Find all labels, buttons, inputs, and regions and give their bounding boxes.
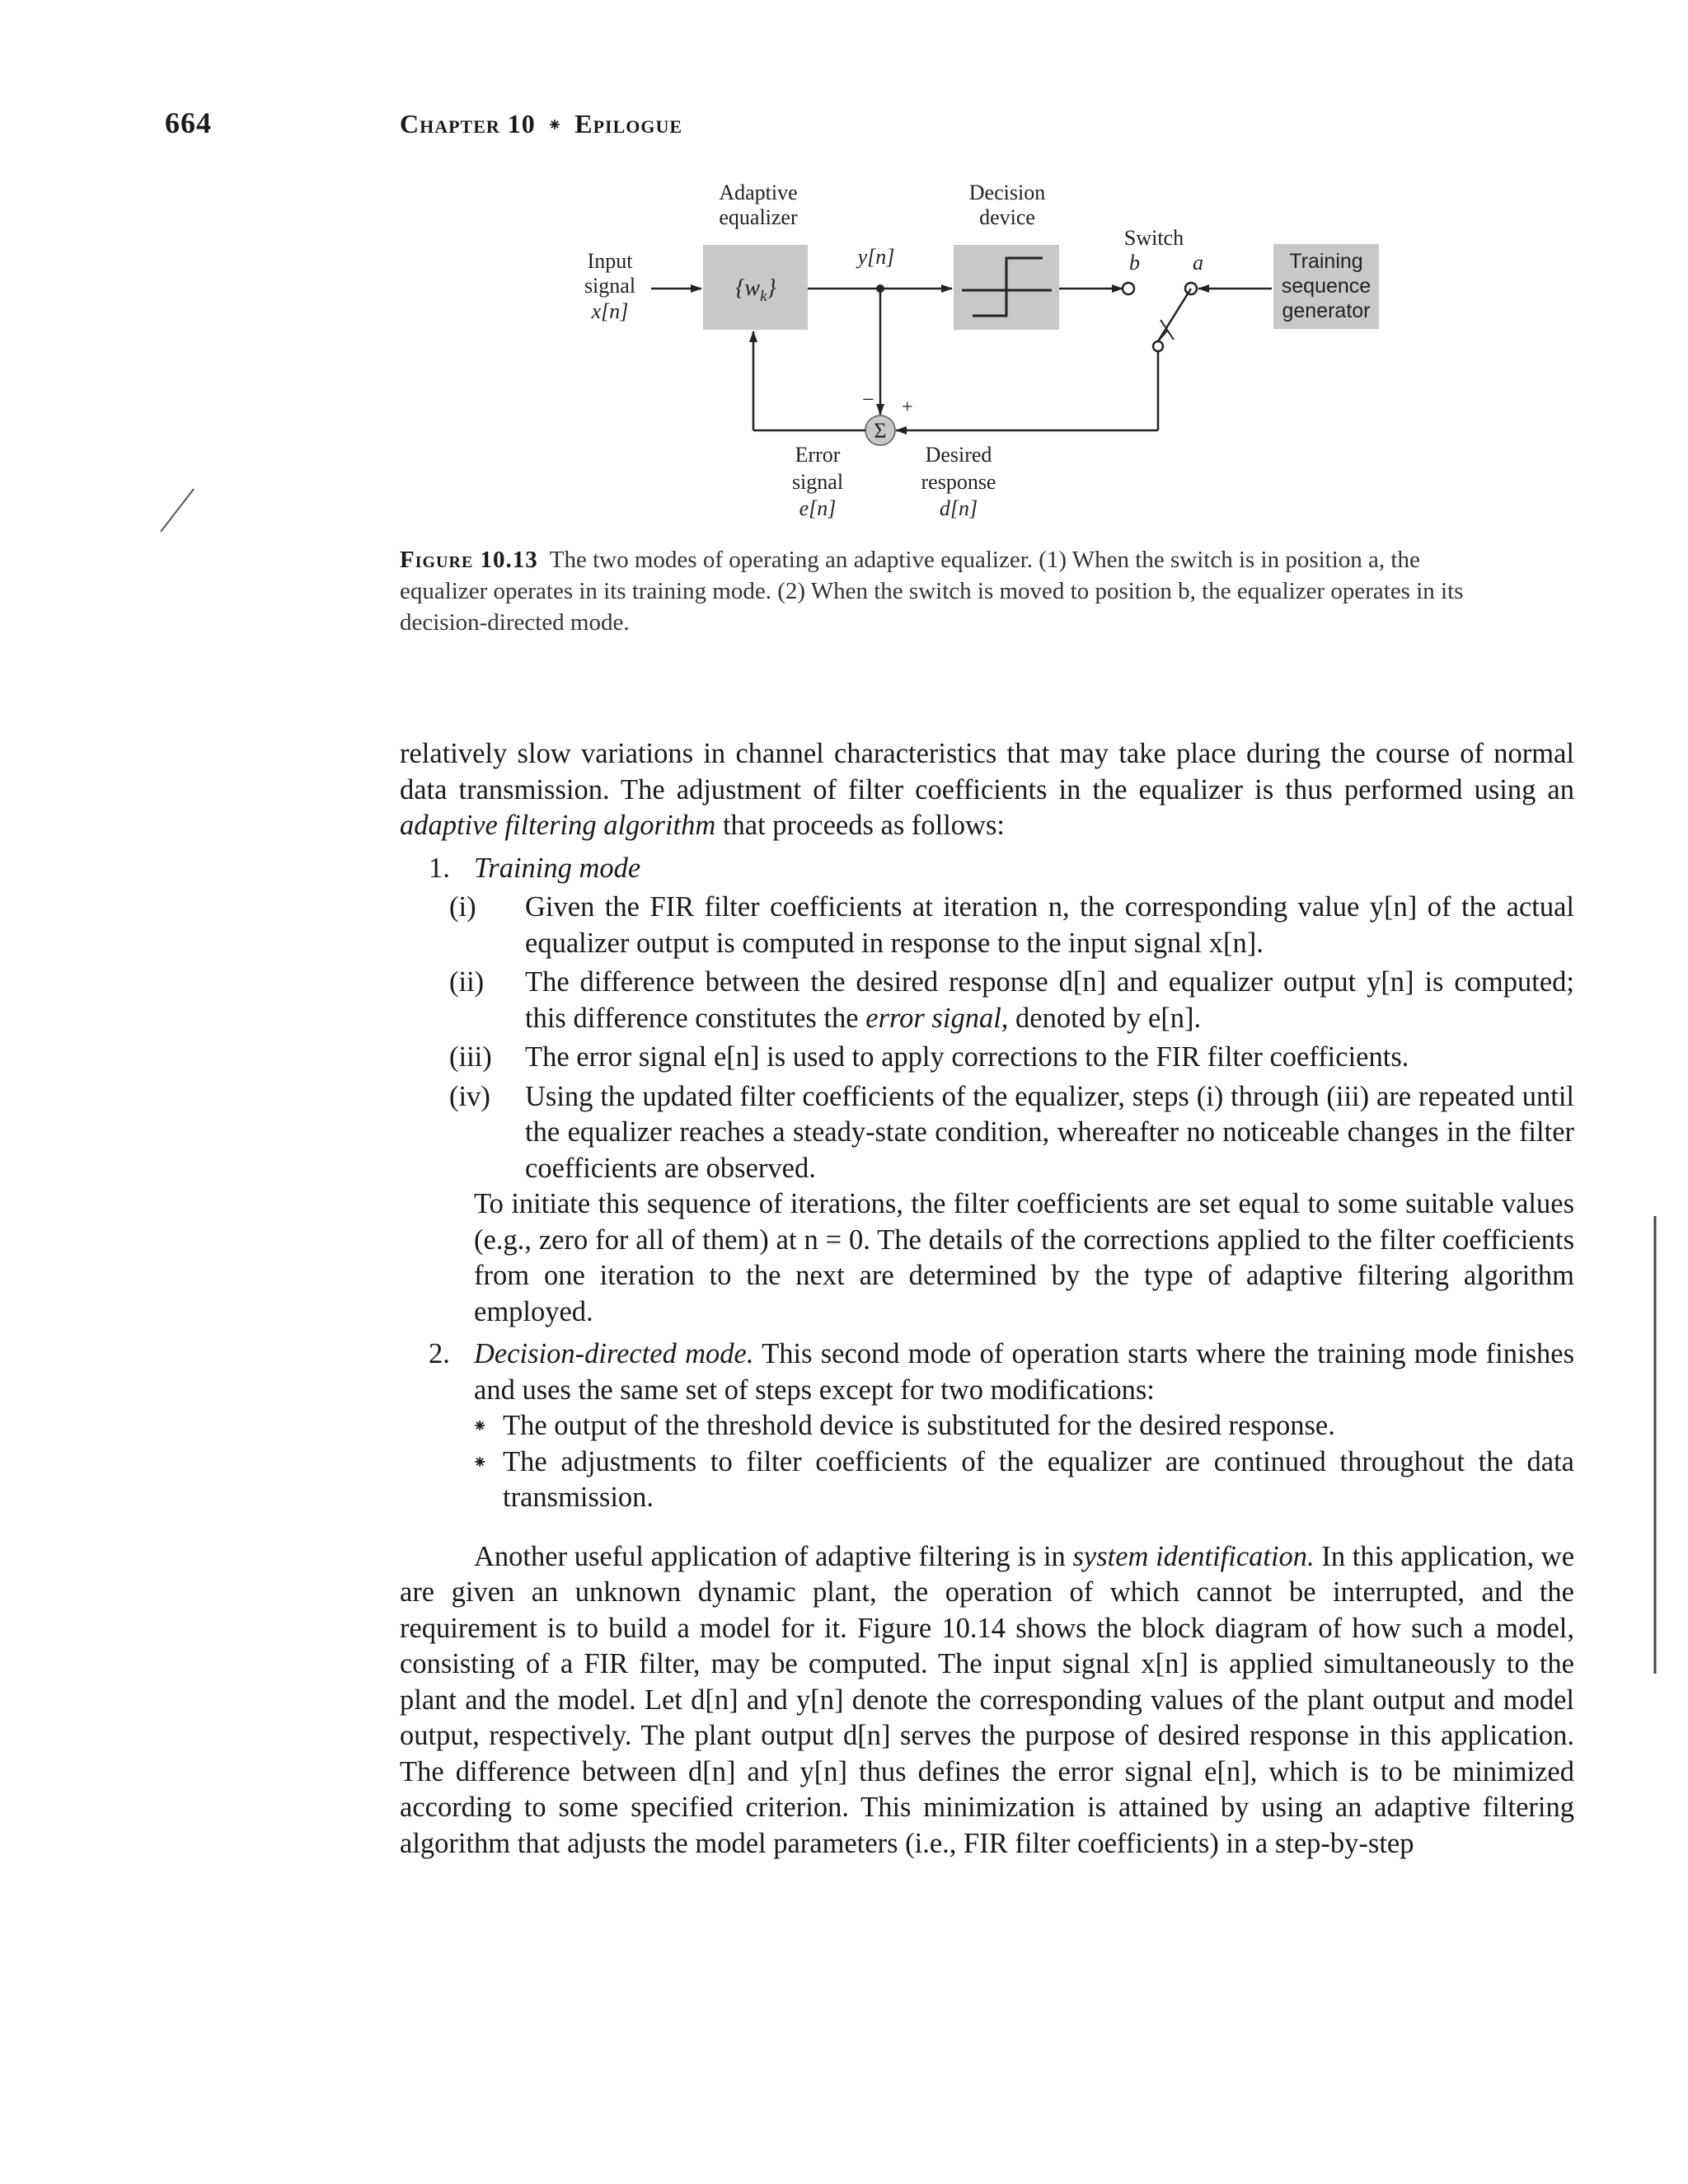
- running-head: [400, 109, 682, 139]
- figure-caption: [400, 544, 1512, 638]
- chapter-label: Chapter 10: [400, 109, 536, 139]
- page-number: 664: [165, 106, 212, 139]
- list-number: 1.: [429, 852, 450, 884]
- figure-10-13: [0, 165, 1688, 544]
- ornament-icon: ⁕: [546, 115, 564, 135]
- error-label-line2: signal: [791, 470, 844, 494]
- equalizer-block-diagram: [0, 165, 1688, 544]
- decision-mode-title: Decision-directed mode.: [474, 1338, 754, 1369]
- training-label-line3: generator: [1282, 299, 1371, 322]
- modification-bullet-1: ⁕ The output of the threshold device is substituted for the desired response.: [400, 1408, 1574, 1444]
- input-label-line2: signal: [584, 274, 636, 298]
- body-text: [400, 736, 1574, 1862]
- desired-label-line2: response: [921, 470, 996, 494]
- input-label-line1: Input: [587, 249, 633, 273]
- bullet-icon: ⁕: [472, 1416, 488, 1436]
- step-iv: (iv) Using the updated filter coefficients of the equalizer, steps (i) through (iii) are repeated until the equalizer reaches a steady-state condition, whereafter no noticeable changes in the filter coefficients are observed.: [449, 1080, 1574, 1184]
- filter-weights-label: $\{w_k\}$: [735, 275, 776, 305]
- desired-label-line1: Desired: [925, 443, 992, 467]
- error-label-line3: e[n]: [799, 496, 837, 520]
- training-label-line1: Training: [1289, 250, 1363, 273]
- margin-rule-line: [1653, 1216, 1659, 1678]
- desired-label-line3: d[n]: [939, 496, 978, 520]
- training-mode-title: Training mode: [474, 852, 641, 884]
- sigma-symbol: Σ: [874, 419, 887, 443]
- minus-sign: −: [862, 387, 874, 411]
- bullet-icon: ⁕: [472, 1451, 488, 1472]
- error-label-line1: Error: [795, 443, 841, 467]
- decision-title-line1: Decision: [968, 181, 1046, 204]
- figure-label: Figure 10.13: [400, 547, 538, 573]
- switch-arm: [1158, 289, 1191, 341]
- output-label: y[n]: [857, 245, 895, 269]
- modification-bullet-2: ⁕ The adjustments to filter coefficients of the equalizer are continued throughout the data transmission.: [472, 1445, 1574, 1513]
- list-item-decision-mode: 2. Decision-directed mode. This second mode of operation starts where the training mode finishes and uses the same set of steps except for two modifications:: [429, 1338, 1575, 1406]
- input-label-line3: x[n]: [591, 299, 629, 323]
- page-header: [0, 106, 1688, 155]
- caption-text: The two modes of operating an adaptive equalizer. (1) When the switch is in position a, the equalizer operates in its training mode. (2) When the switch is moved to position b, the equalizer operates in its decision-directed mode.: [400, 547, 1464, 636]
- switch-contact-b: [1123, 283, 1134, 294]
- step-ii: (ii) The difference between the desired response d[n] and equalizer output y[n] is computed; this difference constitutes the error signal, denoted by e[n].: [449, 966, 1574, 1034]
- switch-pivot: [1153, 341, 1163, 351]
- system-identification-paragraph: Another useful application of adaptive filtering is in system identification. In this application, we are given an unknown dynamic plant, the operation of which cannot be interrupted, and the requirement is to build a model for it. Figure 10.14 shows the block diagram of how such a model, consisting of a FIR filter, may be computed. The input signal x[n] is applied simultaneously to the plant and the model. Let d[n] and y[n] denote the corresponding values of the plant output and model output, respectively. The plant output d[n] serves the purpose of desired response in this application. The difference between d[n] and y[n] thus defines the error signal e[n], which is to be minimized according to some specified criterion. This minimization is attained by using an adaptive filtering algorithm that adjusts the model parameters (i.e., FIR filter coefficients) in a step-by-step: [400, 1540, 1575, 1859]
- equalizer-title-line1: Adaptive: [719, 181, 798, 204]
- switch-position-b: b: [1129, 251, 1140, 275]
- list-number: 2.: [429, 1338, 450, 1369]
- initiate-paragraph: To initiate this sequence of iterations, the filter coefficients are set equal to some suitable values (e.g., zero for all of them) at n = 0. The details of the corrections applied to the filter coefficients from one iteration to the next are determined by the type of adaptive filtering algorithm employed.: [474, 1188, 1574, 1327]
- list-item-training-mode: [400, 851, 1574, 887]
- training-label-line2: sequence: [1281, 275, 1372, 298]
- plus-sign: +: [902, 397, 913, 418]
- step-iii: (iii) The error signal e[n] is used to apply corrections to the FIR filter coefficients.: [449, 1041, 1409, 1073]
- step-i: (i) Given the FIR filter coefficients at iteration n, the corresponding value y[n] of the actual equalizer output is computed in response to the input signal x[n].: [449, 891, 1574, 959]
- intro-paragraph: relatively slow variations in channel characteristics that may take place during the course of normal data transmission. The adjustment of filter coefficients in the equalizer is thus performed using an adaptive filtering algorithm that proceeds as follows:: [400, 738, 1574, 841]
- chapter-title: Epilogue: [574, 109, 683, 139]
- decision-title-line2: device: [979, 205, 1035, 229]
- switch-position-a: a: [1193, 251, 1203, 275]
- switch-label: Switch: [1123, 226, 1184, 250]
- equalizer-title-line2: equalizer: [719, 205, 798, 229]
